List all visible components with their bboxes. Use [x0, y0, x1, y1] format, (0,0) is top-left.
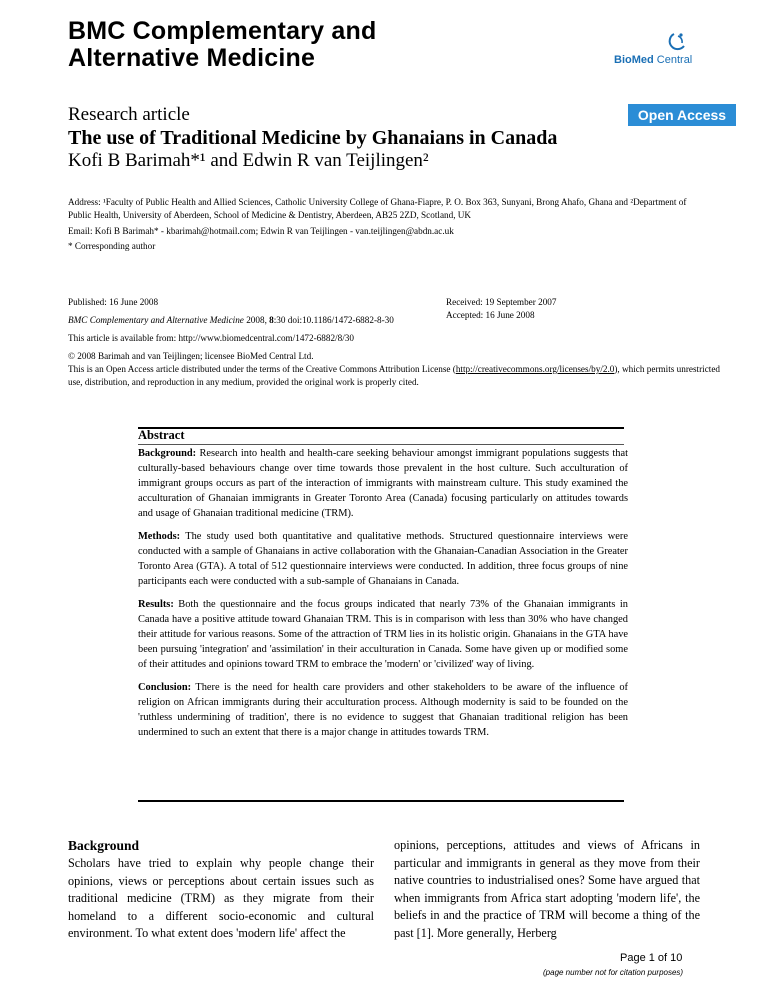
abstract-conclusion-text: There is the need for health care providers and other stakeholders to be aware of the influence of religion on African immigrants during their acculturation process. Although modernity is said to be founded on the 'ruthless undermining of tradition', there is no evidence to suggest that Ghanaian traditional religion has been undermined to such an extent that there is a major change in attitudes towards TRM. [138, 682, 628, 738]
author-emails: Email: Kofi B Barimah* - kbarimah@hotmail.com; Edwin R van Teijlingen - van.teijlingen@abdn.ac.uk [68, 226, 454, 236]
affiliations: Address: ¹Faculty of Public Health and Allied Sciences, Catholic University College of Ghana-Fiapre, P. O. Box 363, Sunyani, Brong Ahafo, Ghana and ²Department of Public Health, University of Aberdeen, School of Medicine & Dentistry, Aberdeen, AB25 2ZD, Scotland, UK [68, 197, 687, 220]
citation-year: 2008, [243, 315, 270, 325]
corresponding-author-note: * Corresponding author [68, 241, 156, 251]
biomed-central-logo[interactable] [614, 32, 704, 72]
license-text-b: ), which permits unrestricted use, distribution, and reproduction in any medium, provided the original work is properly cited. [68, 364, 720, 387]
citation [68, 314, 394, 327]
article-type: Research article [68, 104, 190, 125]
body-column-right: opinions, perceptions, attitudes and views of Africans in particular and immigrants in general as they move from their native countries to industrialised ones? Some have argued that when immigrants from Africa start adopting 'modern life', the beliefs in and the practice of TRM will become a thing of the past [1]. More generally, Herberg [394, 838, 700, 940]
abstract-bottom-rule [138, 800, 624, 802]
journal-title [68, 18, 376, 72]
abstract-background-label: Background: [138, 448, 197, 459]
abstract-methods [138, 529, 628, 589]
abstract-results-text: Both the questionnaire and the focus groups indicated that nearly 73% of the Ghanaian immigrants in Canada have a positive attitude toward Ghanaian TRM. This is in comparison with less than 30% who have changed their attitude for various reasons. Some of the attraction of TRM lies in its holistic origin. Ghanaians in the GTA have been pursuing 'integration' and 'assimilation' in their acculturation in Canada. Some have given up or modified some of their attitudes and opinions toward TRM to embrace the 'modern' or 'civilized' way of living. [138, 599, 628, 670]
abstract-methods-label: Methods: [138, 531, 181, 542]
journal-title-line-1: BMC Complementary and [68, 17, 377, 45]
license-text-a: This is an Open Access article distributed under the terms of the Creative Commons Attribution License ( [68, 364, 456, 374]
abstract-background-text: Research into health and health-care seeking behaviour amongst immigrant populations suggests that culturally-based behaviours change over time towards those prevalent in the host culture. Such acculturation of immigrant groups occurs as part of the interaction of immigrants with mainstream culture. This study examined the acculturation of Ghanaian immigrants in Greater Toronto Area (Canada) focusing particularly on attitudes towards and usage of Ghanaian traditional medicine (TRM). [138, 448, 628, 519]
published-date: Published: 16 June 2008 [68, 297, 159, 307]
journal-title-line-2: Alternative Medicine [68, 44, 316, 72]
logo-bio-text: BioMed [614, 54, 654, 66]
authors: Kofi B Barimah*¹ and Edwin R van Teijlingen² [68, 150, 429, 171]
license-statement [68, 363, 728, 389]
abstract-conclusion-label: Conclusion: [138, 682, 192, 693]
accepted-date: Accepted: 16 June 2008 [446, 310, 535, 320]
abstract-heading: Abstract [138, 428, 185, 442]
license-link[interactable]: http://creativecommons.org/licenses/by/2.0 [455, 364, 615, 374]
abstract-conclusion [138, 680, 628, 740]
biomed-central-logo-mark-icon [666, 32, 688, 52]
citation-journal: BMC Complementary and Alternative Medicine [68, 315, 244, 325]
open-access-badge: Open Access [628, 104, 736, 126]
abstract-background [138, 446, 628, 521]
biomed-central-wordmark [614, 54, 692, 66]
citation-volume: 8 [269, 315, 274, 325]
citation-doi: :30 doi:10.1186/1472-6882-8-30 [273, 315, 394, 325]
abstract-results-label: Results: [138, 599, 174, 610]
page-number: Page 1 of 10 [620, 952, 683, 964]
abstract-methods-text: The study used both quantitative and qualitative methods. Structured questionnaire interviews were conducted with a sample of Ghanaians in active collaboration with the Ghanaian-Canadian Association in the Greater Toronto Area (GTA). A total of 512 questionnaire interviews were conducted. In addition, three focus groups of nine participants each were conducted with a sub-sample of Ghanaians in Canada. [138, 531, 628, 587]
abstract-heading-rule [138, 444, 624, 445]
page-number-note: (page number not for citation purposes) [543, 968, 684, 977]
logo-central-text: Central [653, 54, 693, 66]
body-column-left: Scholars have tried to explain why people change their opinions, views or perceptions about certain issues such as traditional medicine (TRM) as they migrate from their homeland to a different socio-economic and cultural environment. To what extent does 'modern life' affect the [68, 856, 374, 940]
abstract-top-rule [138, 427, 624, 429]
background-heading: Background [68, 838, 140, 853]
article-url[interactable]: This article is available from: http://www.biomedcentral.com/1472-6882/8/30 [68, 333, 354, 343]
abstract-results [138, 597, 628, 672]
copyright: © 2008 Barimah and van Teijlingen; licensee BioMed Central Ltd. [68, 351, 314, 361]
abstract-body [138, 446, 628, 748]
paper-title: The use of Traditional Medicine by Ghanaians in Canada [68, 127, 558, 149]
received-date: Received: 19 September 2007 [446, 297, 557, 307]
